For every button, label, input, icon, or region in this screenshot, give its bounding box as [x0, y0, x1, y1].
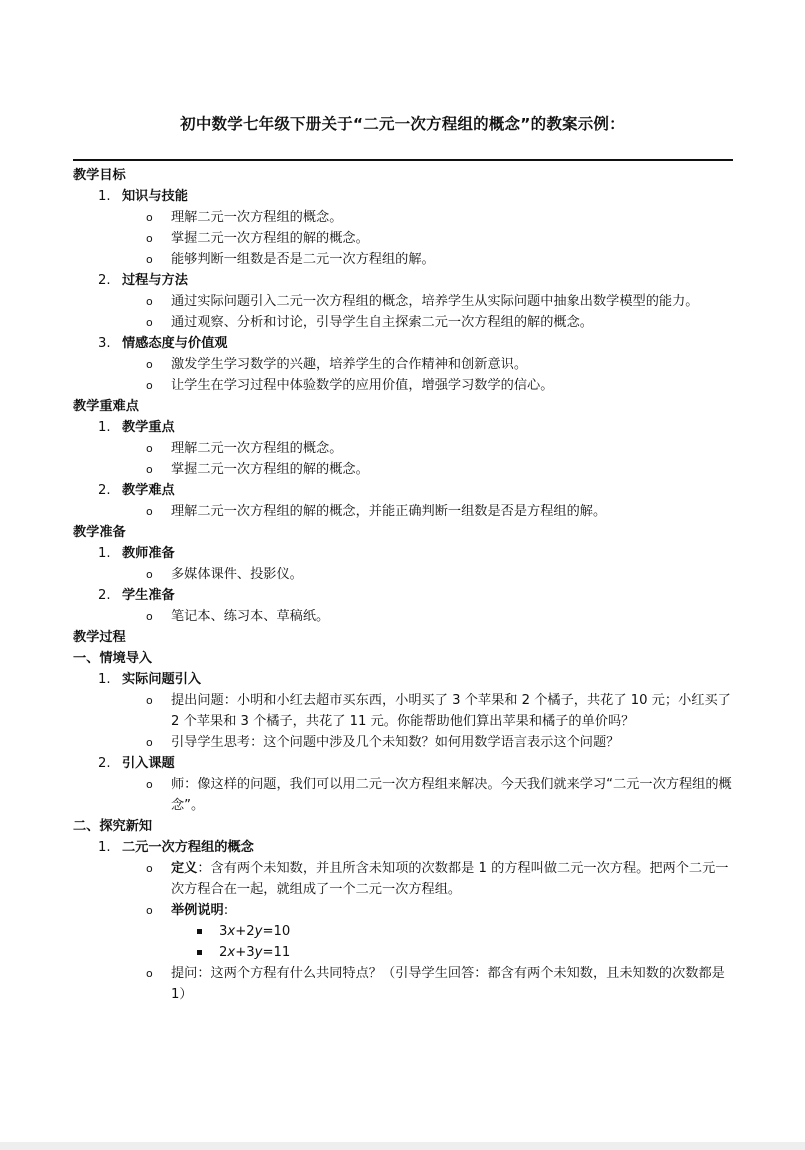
bullet-icon: o: [146, 610, 153, 623]
definition-text: ：含有两个未知数，并且所含未知项的次数都是 1 的方程叫做二元一次方程。把两个二元一次方程合在一起，就组成了一个二元一次方程组。: [171, 861, 729, 897]
bullet-icon: o: [146, 862, 153, 875]
definition-label: 定义: [171, 861, 198, 876]
page-bottom-margin: [0, 1142, 805, 1150]
bullet-icon: o: [146, 463, 153, 476]
bullet-icon: o: [146, 442, 153, 455]
bullet-icon: o: [146, 967, 153, 980]
section-heading-goals: 教学目标: [73, 168, 126, 183]
bullet-icon: o: [146, 736, 153, 749]
bullet-icon: o: [146, 778, 153, 791]
bullet-icon: o: [146, 568, 153, 581]
subsection-heading-intro: 一、情境导入: [73, 651, 153, 666]
section-heading-key-points: 教学重难点: [73, 399, 139, 414]
list-item: o 掌握二元一次方程组的解的概念。: [73, 228, 738, 249]
example-item: [73, 900, 738, 921]
bullet-icon: o: [146, 295, 153, 308]
goal-item-2: 2. 过程与方法: [98, 273, 188, 288]
document-body: [73, 165, 738, 1005]
list-item: o 掌握二元一次方程组的解的概念。: [73, 459, 738, 480]
list-item: o 理解二元一次方程组的概念。: [73, 438, 738, 459]
list-item: o 能够判断一组数是否是二元一次方程组的解。: [73, 249, 738, 270]
bullet-icon: o: [146, 358, 153, 371]
list-item: o 多媒体课件、投影仪。: [73, 564, 738, 585]
goal-item-3: 3. 情感态度与价值观: [98, 336, 228, 351]
list-item: o 通过实际问题引入二元一次方程组的概念，培养学生从实际问题中抽象出数学模型的能力。: [73, 291, 738, 312]
bullet-icon: o: [146, 694, 153, 707]
list-item: o 笔记本、练习本、草稿纸。: [73, 606, 738, 627]
key-point-item-1: 1. 教学重点: [98, 420, 175, 435]
bullet-icon: o: [146, 232, 153, 245]
square-bullet-icon: [197, 950, 202, 955]
explore-item-1: 1. 二元一次方程组的概念: [98, 840, 254, 855]
list-item: o 让学生在学习过程中体验数学的应用价值，增强学习数学的信心。: [73, 375, 738, 396]
example-label: 举例说明: [171, 903, 224, 918]
title-divider: [73, 159, 733, 161]
bullet-icon: o: [146, 316, 153, 329]
list-item: o 通过观察、分析和讨论，引导学生自主探索二元一次方程组的解的概念。: [73, 312, 738, 333]
section-heading-prep: 教学准备: [73, 525, 126, 540]
list-item: o 师：像这样的问题，我们可以用二元一次方程组来解决。今天我们就来学习“二元一次方程组的概念”。: [73, 774, 738, 816]
bullet-icon: o: [146, 379, 153, 392]
list-item: o 引导学生思考：这个问题中涉及几个未知数？如何用数学语言表示这个问题？: [73, 732, 738, 753]
bullet-icon: o: [146, 904, 153, 917]
prep-item-1: 1. 教师准备: [98, 546, 175, 561]
intro-item-1: 1. 实际问题引入: [98, 672, 202, 687]
square-bullet-icon: [197, 929, 202, 934]
list-item: o 提出问题：小明和小红去超市买东西，小明买了 3 个苹果和 2 个橘子，共花了 10 元；小红买了 2 个苹果和 3 个橘子，共花了 11 元。你能帮助他们算出苹果和橘子的单价吗？: [73, 690, 738, 732]
equation-2: 2x+3y=11: [73, 942, 738, 963]
bullet-icon: o: [146, 211, 153, 224]
definition-item: [73, 858, 738, 900]
key-point-item-2: 2. 教学难点: [98, 483, 175, 498]
list-item: o 激发学生学习数学的兴趣，培养学生的合作精神和创新意识。: [73, 354, 738, 375]
equation-1: 3x+2y=10: [73, 921, 738, 942]
bullet-icon: o: [146, 505, 153, 518]
subsection-heading-explore: 二、探究新知: [73, 819, 153, 834]
page-title: 初中数学七年级下册关于“二元一次方程组的概念”的教案示例：: [180, 115, 625, 133]
question-item: o 提问：这两个方程有什么共同特点？（引导学生回答：都含有两个未知数，且未知数的次数都是 1）: [73, 963, 738, 1005]
bullet-icon: o: [146, 253, 153, 266]
list-item: o 理解二元一次方程组的解的概念，并能正确判断一组数是否是方程组的解。: [73, 501, 738, 522]
intro-item-2: 2. 引入课题: [98, 756, 175, 771]
example-colon: :: [223, 903, 229, 918]
list-item: o 理解二元一次方程组的概念。: [73, 207, 738, 228]
prep-item-2: 2. 学生准备: [98, 588, 175, 603]
goal-item-1: 1. 知识与技能: [98, 189, 188, 204]
section-heading-process: 教学过程: [73, 630, 126, 645]
